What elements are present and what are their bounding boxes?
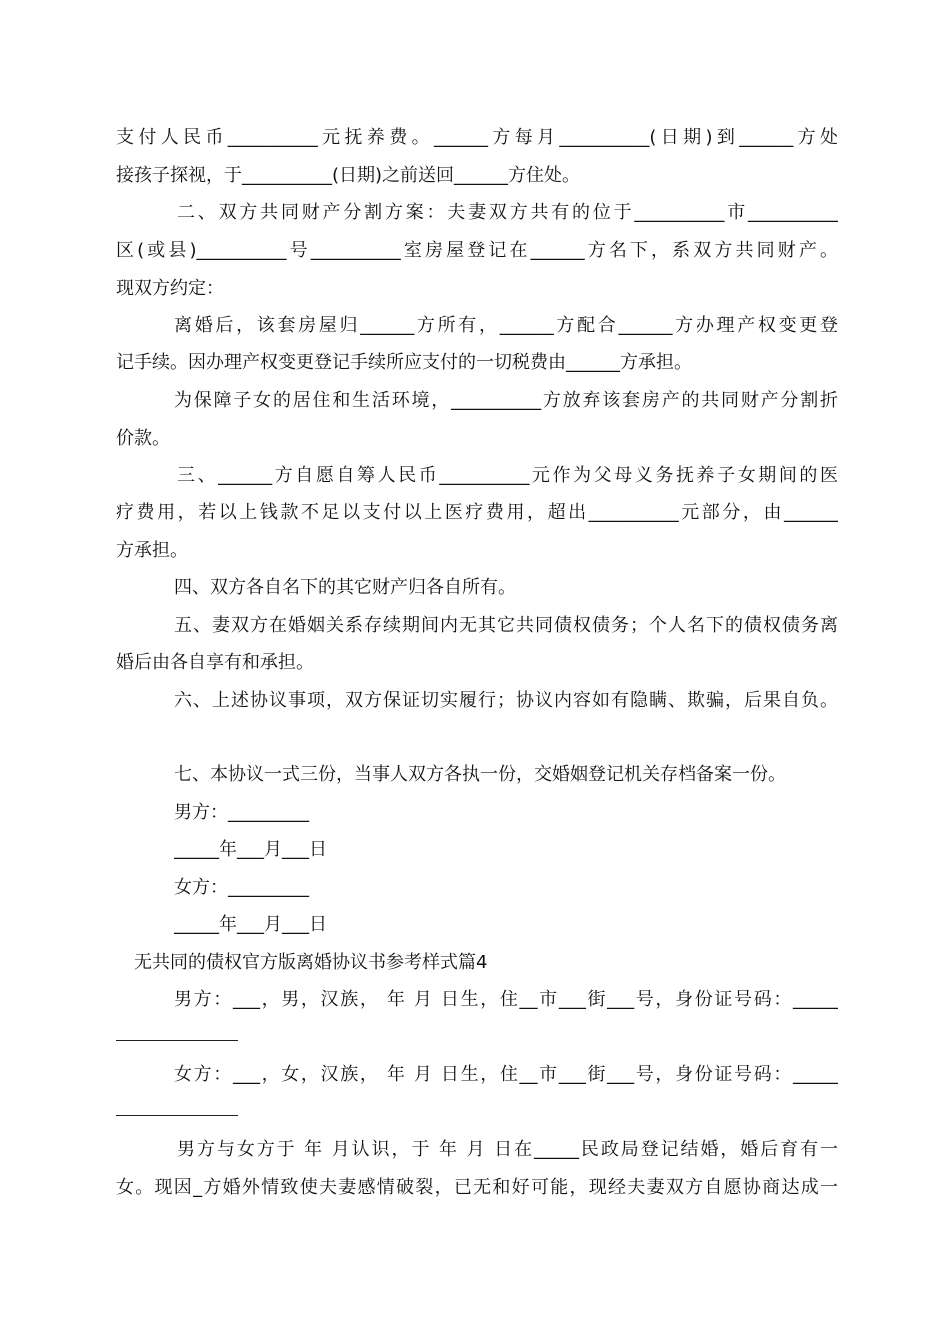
text-line: 现双方约定： xyxy=(116,278,224,299)
text-line: 疗费用，若以上钱款不足以支付以上医疗费用，超出__________元部分，由______ xyxy=(116,502,838,523)
text-line: 记手续。因办理产权变更登记手续所应支付的一切税费由______方承担。 xyxy=(116,352,692,373)
section-heading: 无共同的债权官方版离婚协议书参考样式篇4 xyxy=(134,952,488,973)
text-line: 七、本协议一式三份，当事人双方各执一份，交婚姻登记机关存档备案一份。 xyxy=(174,764,786,785)
signature-female: 女方：_________ xyxy=(174,877,309,898)
text-line: 接孩子探视，于__________(日期)之前送回______方住处。 xyxy=(116,165,581,186)
signature-male: 男方：_________ xyxy=(174,802,309,823)
text-line: 男方：___，男，汉族， 年 月 日生，住__市___街___号，身份证号码：_____ xyxy=(174,989,838,1010)
text-line: 女方：___，女，汉族， 年 月 日生，住__市___街___号，身份证号码：_____ xyxy=(174,1064,838,1085)
text-line: 方承担。 xyxy=(116,540,188,561)
text-line: 三、______方自愿自筹人民币__________元作为父母义务抚养子女期间的医 xyxy=(177,465,838,486)
text-line: 四、双方各自名下的其它财产归各自所有。 xyxy=(174,577,516,598)
text-line: 为保障子女的居住和生活环境，__________方放弃该套房产的共同财产分割折 xyxy=(174,390,838,411)
text-line: 二、双方共同财产分割方案：夫妻双方共有的位于__________市__________ xyxy=(177,202,838,223)
signature-date: _____年___月___日 xyxy=(174,839,327,860)
text-line: 离婚后，该套房屋归______方所有，______方配合______方办理产权变更登 xyxy=(174,315,838,336)
text-line: 支付人民币__________元抚养费。______方每月__________(日期)到______方处 xyxy=(116,127,838,148)
text-line: 六、上述协议事项，双方保证切实履行；协议内容如有隐瞒、欺骗，后果自负。 xyxy=(174,690,838,711)
text-line: 婚后由各自享有和承担。 xyxy=(116,652,314,673)
signature-date: _____年___月___日 xyxy=(174,914,327,935)
text-line: 男方与女方于 年 月认识，于 年 月 日在_____民政局登记结婚，婚后育有一 xyxy=(177,1139,838,1160)
text-line: 女。现因_方婚外情致使夫妻感情破裂，已无和好可能，现经夫妻双方自愿协商达成一 xyxy=(116,1177,838,1198)
text-line: 价款。 xyxy=(116,428,170,449)
blank-underline xyxy=(116,1115,238,1116)
text-line: 区(或县)__________号__________室房屋登记在______方名下，系双方共同财产。 xyxy=(116,240,838,261)
text-line: 五、妻双方在婚姻关系存续期间内无其它共同债权债务；个人名下的债权债务离 xyxy=(174,615,838,636)
blank-underline xyxy=(116,1040,238,1041)
